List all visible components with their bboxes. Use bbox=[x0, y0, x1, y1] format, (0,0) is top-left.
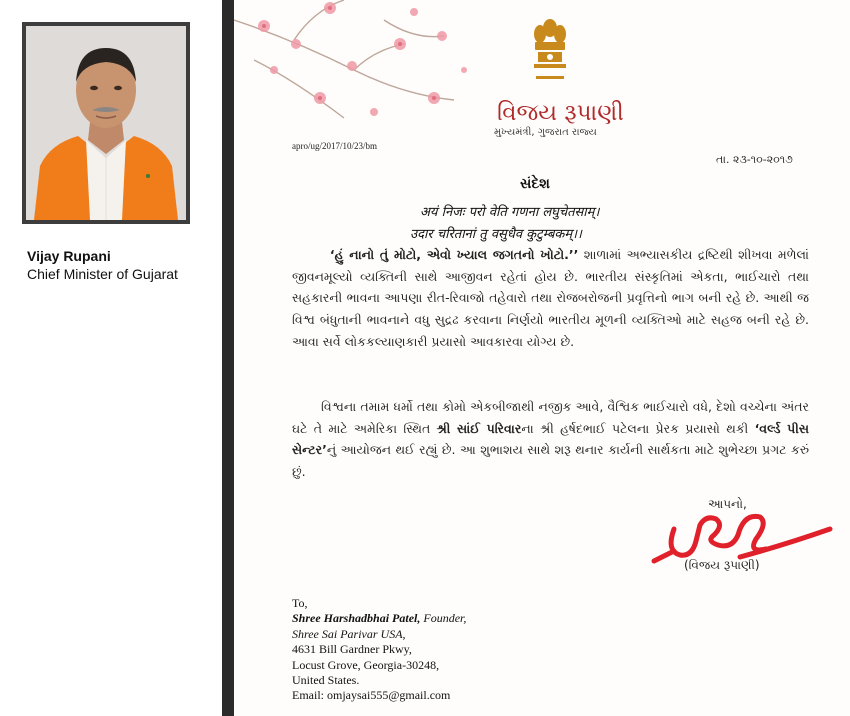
paragraph-2-center-name: ‘વર્લ્ડ પીસ સેન્ટર’ bbox=[292, 420, 809, 458]
address-to: To, bbox=[292, 596, 308, 610]
address-organization: Shree Sai Parivar USA, bbox=[292, 626, 406, 641]
address-city: Locust Grove, Georgia-30248, bbox=[292, 657, 440, 672]
paragraph-2-organization: શ્રી સાંઈ પરિવાર bbox=[436, 420, 522, 436]
caption-title: Chief Minister of Gujarat bbox=[27, 266, 178, 282]
reference-number: apro/ug/2017/10/23/bm bbox=[292, 141, 377, 151]
address-email: Email: omjaysai555@gmail.com bbox=[292, 688, 451, 703]
left-panel bbox=[0, 0, 222, 716]
recipient-address bbox=[292, 596, 466, 704]
paragraph-2-text-a: વિશ્વના તમામ ધર્મો તથા કોમો એકબીજાથી નજીક આવે, વૈશ્વિક ભાઈચારો વધે, દેશો વચ્ચેના અંતર ઘટે તે માટે અમેરિકા સ્થિત bbox=[292, 399, 809, 436]
closing-salutation: આપનો, bbox=[708, 497, 747, 511]
paragraph-1-quote: ‘હું નાનો તું મોટો, એવો ખ્યાલ જગતનો ખોટો.’’ bbox=[329, 247, 579, 262]
caption-name: Vijay Rupani bbox=[27, 248, 111, 264]
message-heading: સંદેશ bbox=[520, 176, 550, 192]
signatory-name: (વિજય રૂપાણી) bbox=[684, 558, 760, 572]
message-paragraph-2 bbox=[292, 396, 809, 483]
sanskrit-verse-line-2: उदार चरितानां तु वसुधैव कुटुम्बकम्।। bbox=[410, 227, 582, 242]
address-country: United States. bbox=[292, 673, 360, 688]
portrait-photo bbox=[26, 26, 186, 220]
paragraph-2-text-b: ના શ્રી હર્ષદભાઈ પટેલના પ્રેરક પ્રયાસો થકી bbox=[521, 420, 755, 436]
address-recipient-line bbox=[292, 611, 466, 626]
address-recipient: Shree Harshadbhai Patel, bbox=[292, 611, 421, 626]
portrait-frame bbox=[22, 22, 190, 224]
letter-page bbox=[234, 0, 850, 716]
letterhead-role: મુખ્યમંત્રી, ગુજરાત રાજ્ય bbox=[494, 127, 597, 138]
message-paragraph-1 bbox=[292, 244, 809, 353]
address-recipient-role: Founder, bbox=[420, 611, 467, 626]
address-street: 4631 Bill Gardner Pkwy, bbox=[292, 642, 412, 657]
portrait-illustration bbox=[26, 26, 186, 220]
state-emblem-icon bbox=[530, 16, 570, 88]
sanskrit-verse-line-1: अयं निजः परो वेति गणना लघुचेतसाम्। bbox=[420, 205, 600, 220]
letter-date: તા. ૨૩-૧૦-૨૦૧૭ bbox=[716, 153, 793, 166]
letterhead-name: વિજય રૂપાણી bbox=[497, 100, 624, 126]
panel-divider bbox=[222, 0, 234, 716]
paragraph-1-text: શાળામાં અભ્યાસકીય દ્રષ્ટિથી શીખવા મળેલાં જીવનમૂલ્યો વ્યક્તિની સાથે આજીવન રહેતાં હોય છે. ભારતીય સંસ્કૃતિમાં એકતા, ભાઈચારો તથા સહકારની ભાવના આપણા રીત-રિવાજો તહેવારો તથા રોજબરોજની પ્રવૃત્તિનો ભાગ બની રહે છે. આથી જ વિશ્વ બંધુતાની ભાવનાને વધુ સુદ્રઢ કરવાના નિર્ણયો ભારતીય મૂળની વ્યક્તિઓ માટે સહજ બની રહે છે. આવા સર્વે લોકકલ્યાણકારી પ્રયાસો આવકારવા યોગ્ય છે. bbox=[292, 247, 809, 349]
paragraph-2-text-c: નું આયોજન થઈ રહ્યું છે. આ શુભાશય સાથે શરૂ થનાર કાર્યની સાર્થકતા માટે શુભેચ્છા પ્રગટ કરું છું. bbox=[292, 442, 809, 480]
